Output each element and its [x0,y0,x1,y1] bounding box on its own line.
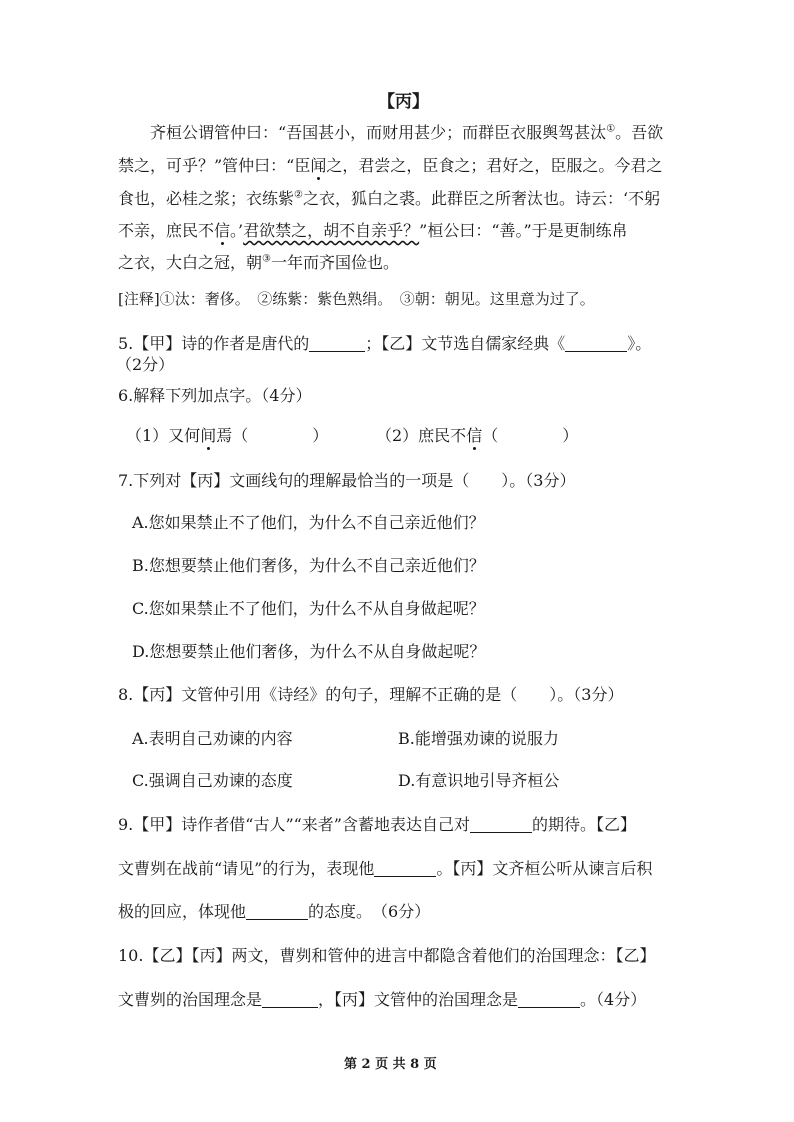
question-10-line-1: 10.【乙】【丙】两文，曹刿和管仲的进言中都隐含着他们的治国理念：【乙】 [118,946,656,965]
passage-text: 齐桓公谓管仲曰：“吾国甚小，而财用甚少；而群臣衣服舆驾甚汰 [150,123,607,142]
passage-line-5 [118,253,399,273]
answer-blank[interactable] [309,335,365,352]
question-text: 。【丙】文齐桓公听从谏言后积 [436,859,653,878]
question-6-stem: 6.解释下列加点字。（4分） [118,386,312,405]
passage-text: 之衣，大白之冠，朝 [118,253,263,272]
passage-text: 不亲，庶民不 [118,221,215,240]
question-9-line-3 [118,902,430,922]
question-text: （2）庶民不 [376,426,467,445]
answer-blank[interactable] [374,860,436,877]
passage-line-3 [118,189,660,209]
question-text: 》。 [627,334,652,353]
question-text: 极的回应，体现他 [118,902,247,921]
question-text: ，【丙】文管仲的治国理念是 [318,990,519,1009]
passage-line-4 [118,221,628,241]
answer-blank[interactable] [262,991,318,1008]
question-8-option-d[interactable]: D.有意识地引导齐桓公 [398,771,560,790]
question-9-line-1 [118,815,636,835]
dotted-char: 信 [214,221,231,240]
passage-title: 【丙】 [378,92,429,112]
question-text: 9.【甲】诗作者借“古人”“来者”含蓄地表达自己对 [118,815,470,834]
passage-text: 之衣，狐白之裘。此群臣之所奢汰也。诗云：‘不躬 [302,189,661,208]
question-text: 文曹刿在战前“请见”的行为，表现他 [118,859,375,878]
passage-line-2 [118,156,662,176]
passage-text: 。’ [230,221,244,240]
question-text: 的态度。 （6分） [308,902,431,921]
passage-text: 。吾欲 [615,123,664,142]
question-5-score: （2分） [116,355,175,374]
passage-text: 一年而齐国俭也。 [270,253,399,272]
question-8-option-a[interactable]: A.表明自己劝谏的内容 [132,729,293,748]
answer-blank[interactable] [470,816,532,833]
question-text: ；【乙】文节选自儒家经典《 [365,334,566,353]
question-6-item-2 [376,426,578,446]
dotted-char: 闻 [310,156,327,175]
question-text: （1）又何 [126,426,201,445]
passage-notes: [注释]①汰：奢侈。 ②练紫：紫色熟绢。 ③朝：朝见。这里意为过了。 [118,290,595,308]
question-text: 的期待。【乙】 [532,815,637,834]
answer-blank[interactable] [565,335,627,352]
passage-text: 禁之，可乎？”管仲曰：“臣 [118,156,311,175]
passage-text: 之，君尝之，臣食之；君好之，臣服之。今君之 [326,156,663,175]
question-7-option-c[interactable]: C.您如果禁止不了他们，为什么不从自身做起呢？ [132,599,485,618]
answer-blank[interactable] [518,991,580,1008]
question-7-option-a[interactable]: A.您如果禁止不了他们，为什么不自己亲近他们？ [132,513,485,532]
question-text: 焉（ ） [216,426,329,445]
question-text: 5.【甲】诗的作者是唐代的 [118,334,310,353]
answer-blank[interactable] [246,903,308,920]
question-7-option-d[interactable]: D.您想要禁止他们奢侈，为什么不从自身做起呢？ [132,642,486,661]
underlined-sentence: 君欲禁之，胡不自亲乎？ [243,221,420,240]
question-8-option-c[interactable]: C.强调自己劝谏的态度 [132,771,293,790]
question-6-item-1 [126,426,328,446]
passage-text: ”桓公曰：“善。”于是更制练帛 [419,221,628,240]
question-8-stem: 8.【丙】文管仲引用《诗经》的句子，理解不正确的是（ ）。（3分） [118,685,624,704]
question-text: （ ） [482,426,579,445]
note-marker-2: ② [294,189,303,201]
page-footer: 第 2 页 共 8 页 [344,1057,437,1072]
note-marker-1: ① [606,123,616,135]
question-10-line-2 [118,990,646,1010]
passage-text: 食也，必桂之浆；衣练紫 [118,189,295,208]
question-text: 文曹刿的治国理念是 [118,990,263,1009]
passage-line-1 [150,123,663,143]
note-marker-3: ③ [262,253,271,265]
question-7-stem: 7.下列对【丙】文画线句的理解最恰当的一项是（ ）。（3分） [118,471,576,490]
question-7-option-b[interactable]: B.您想要禁止他们奢侈，为什么不自己亲近他们？ [132,556,485,575]
question-8-option-b[interactable]: B.能增强劝谏的说服力 [398,729,559,748]
question-5 [118,334,651,354]
question-9-line-2 [118,859,652,879]
dotted-char: 信 [466,426,483,445]
question-text: 。（4分） [580,990,647,1009]
dotted-char: 间 [200,426,217,445]
